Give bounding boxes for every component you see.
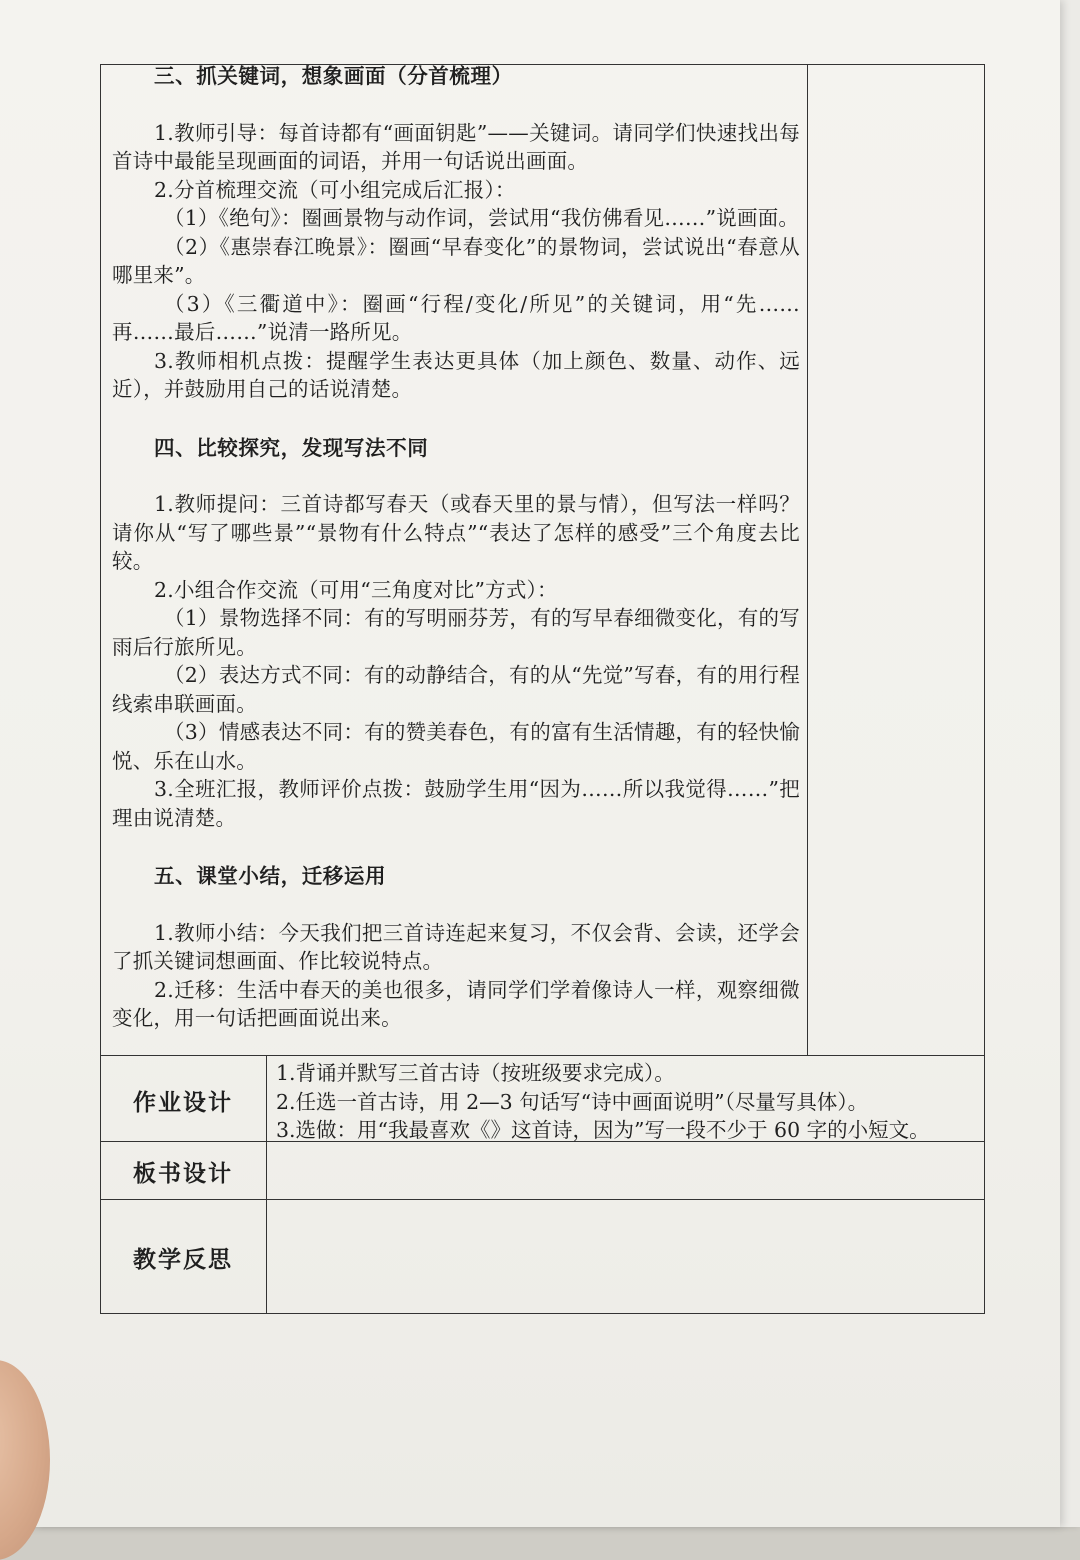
section-paragraph: 2.小组合作交流（可用“三角度对比”方式）：: [154, 577, 558, 602]
section-paragraph: （2）表达方式不同：有的动静结合，有的从“先觉”写春，有的用行程线索串联画面。: [112, 663, 800, 716]
homework-item: 3.选做：用“我最喜欢《》这首诗，因为”写一段不少于 60 字的小短文。: [276, 1118, 930, 1142]
homework-label: 作业设计: [133, 1089, 233, 1116]
homework-item: 2.任选一首古诗，用 2—3 句话写“诗中画面说明”（尽量写具体）。: [276, 1089, 869, 1114]
table-border-left: [100, 64, 101, 1314]
section-paragraph: 2.分首梳理交流（可小组完成后汇报）：: [154, 177, 516, 202]
homework-item: 1.背诵并默写三首古诗（按班级要求完成）。: [276, 1061, 675, 1085]
section-paragraph: （3）情感表达不同：有的赞美春色，有的富有生活情趣，有的轻快愉悦、乐在山水。: [112, 720, 800, 773]
section-paragraph: 3.全班汇报，教师评价点拨：鼓励学生用“因为……所以我觉得……”把理由说清楚。: [112, 777, 800, 830]
section-paragraph: （3）《三衢道中》：圈画“行程/变化/所见”的关键词，用“先……再……最后……”说清一路所见。: [112, 291, 800, 344]
table-border-bottom: [100, 1313, 985, 1314]
table-row-divider: [100, 1199, 985, 1200]
board-design-label: 板书设计: [133, 1160, 233, 1187]
table-column-divider: [807, 64, 808, 1056]
section-paragraph: （1）景物选择不同：有的写明丽芬芳，有的写早春细微变化，有的写雨后行旅所见。: [112, 606, 800, 659]
section-paragraph: （1）《绝句》：圈画景物与动作词，尝试用“我仿佛看见……”说画面。: [164, 206, 800, 230]
section-paragraph: 3.教师相机点拨：提醒学生表达更具体（加上颜色、数量、动作、远近），并鼓励用自己的话说清楚。: [112, 348, 800, 401]
section-heading: 四、比较探究，发现写法不同: [154, 435, 429, 460]
section-paragraph: 1.教师提问：三首诗都写春天（或春天里的景与情），但写法一样吗？请你从“写了哪些景”“景物有什么特点”“表达了怎样的感受”三个角度去比较。: [112, 492, 800, 573]
table-label-divider: [266, 1055, 267, 1314]
section-heading: 三、抓关键词，想象画面（分首梳理）: [154, 64, 513, 88]
section-paragraph: 1.教师小结：今天我们把三首诗连起来复习，不仅会背、会读，还学会了抓关键词想画面、作比较说特点。: [112, 920, 800, 973]
teaching-process-content: [112, 62, 800, 1033]
table-row-divider: [100, 1055, 985, 1056]
section-paragraph: 1.教师引导：每首诗都有“画面钥匙”——关键词。请同学们快速找出每首诗中最能呈现画面的词语，并用一句话说出画面。: [112, 120, 800, 173]
section-paragraph: （2）《惠崇春江晚景》：圈画“早春变化”的景物词，尝试说出“春意从哪里来”。: [112, 234, 800, 287]
reflection-label: 教学反思: [133, 1246, 233, 1273]
section-paragraph: 2.迁移：生活中春天的美也很多，请同学们学着像诗人一样，观察细微变化，用一句话把画面说出来。: [112, 977, 800, 1030]
homework-content: [276, 1059, 996, 1145]
section-heading: 五、课堂小结，迁移运用: [154, 864, 387, 888]
